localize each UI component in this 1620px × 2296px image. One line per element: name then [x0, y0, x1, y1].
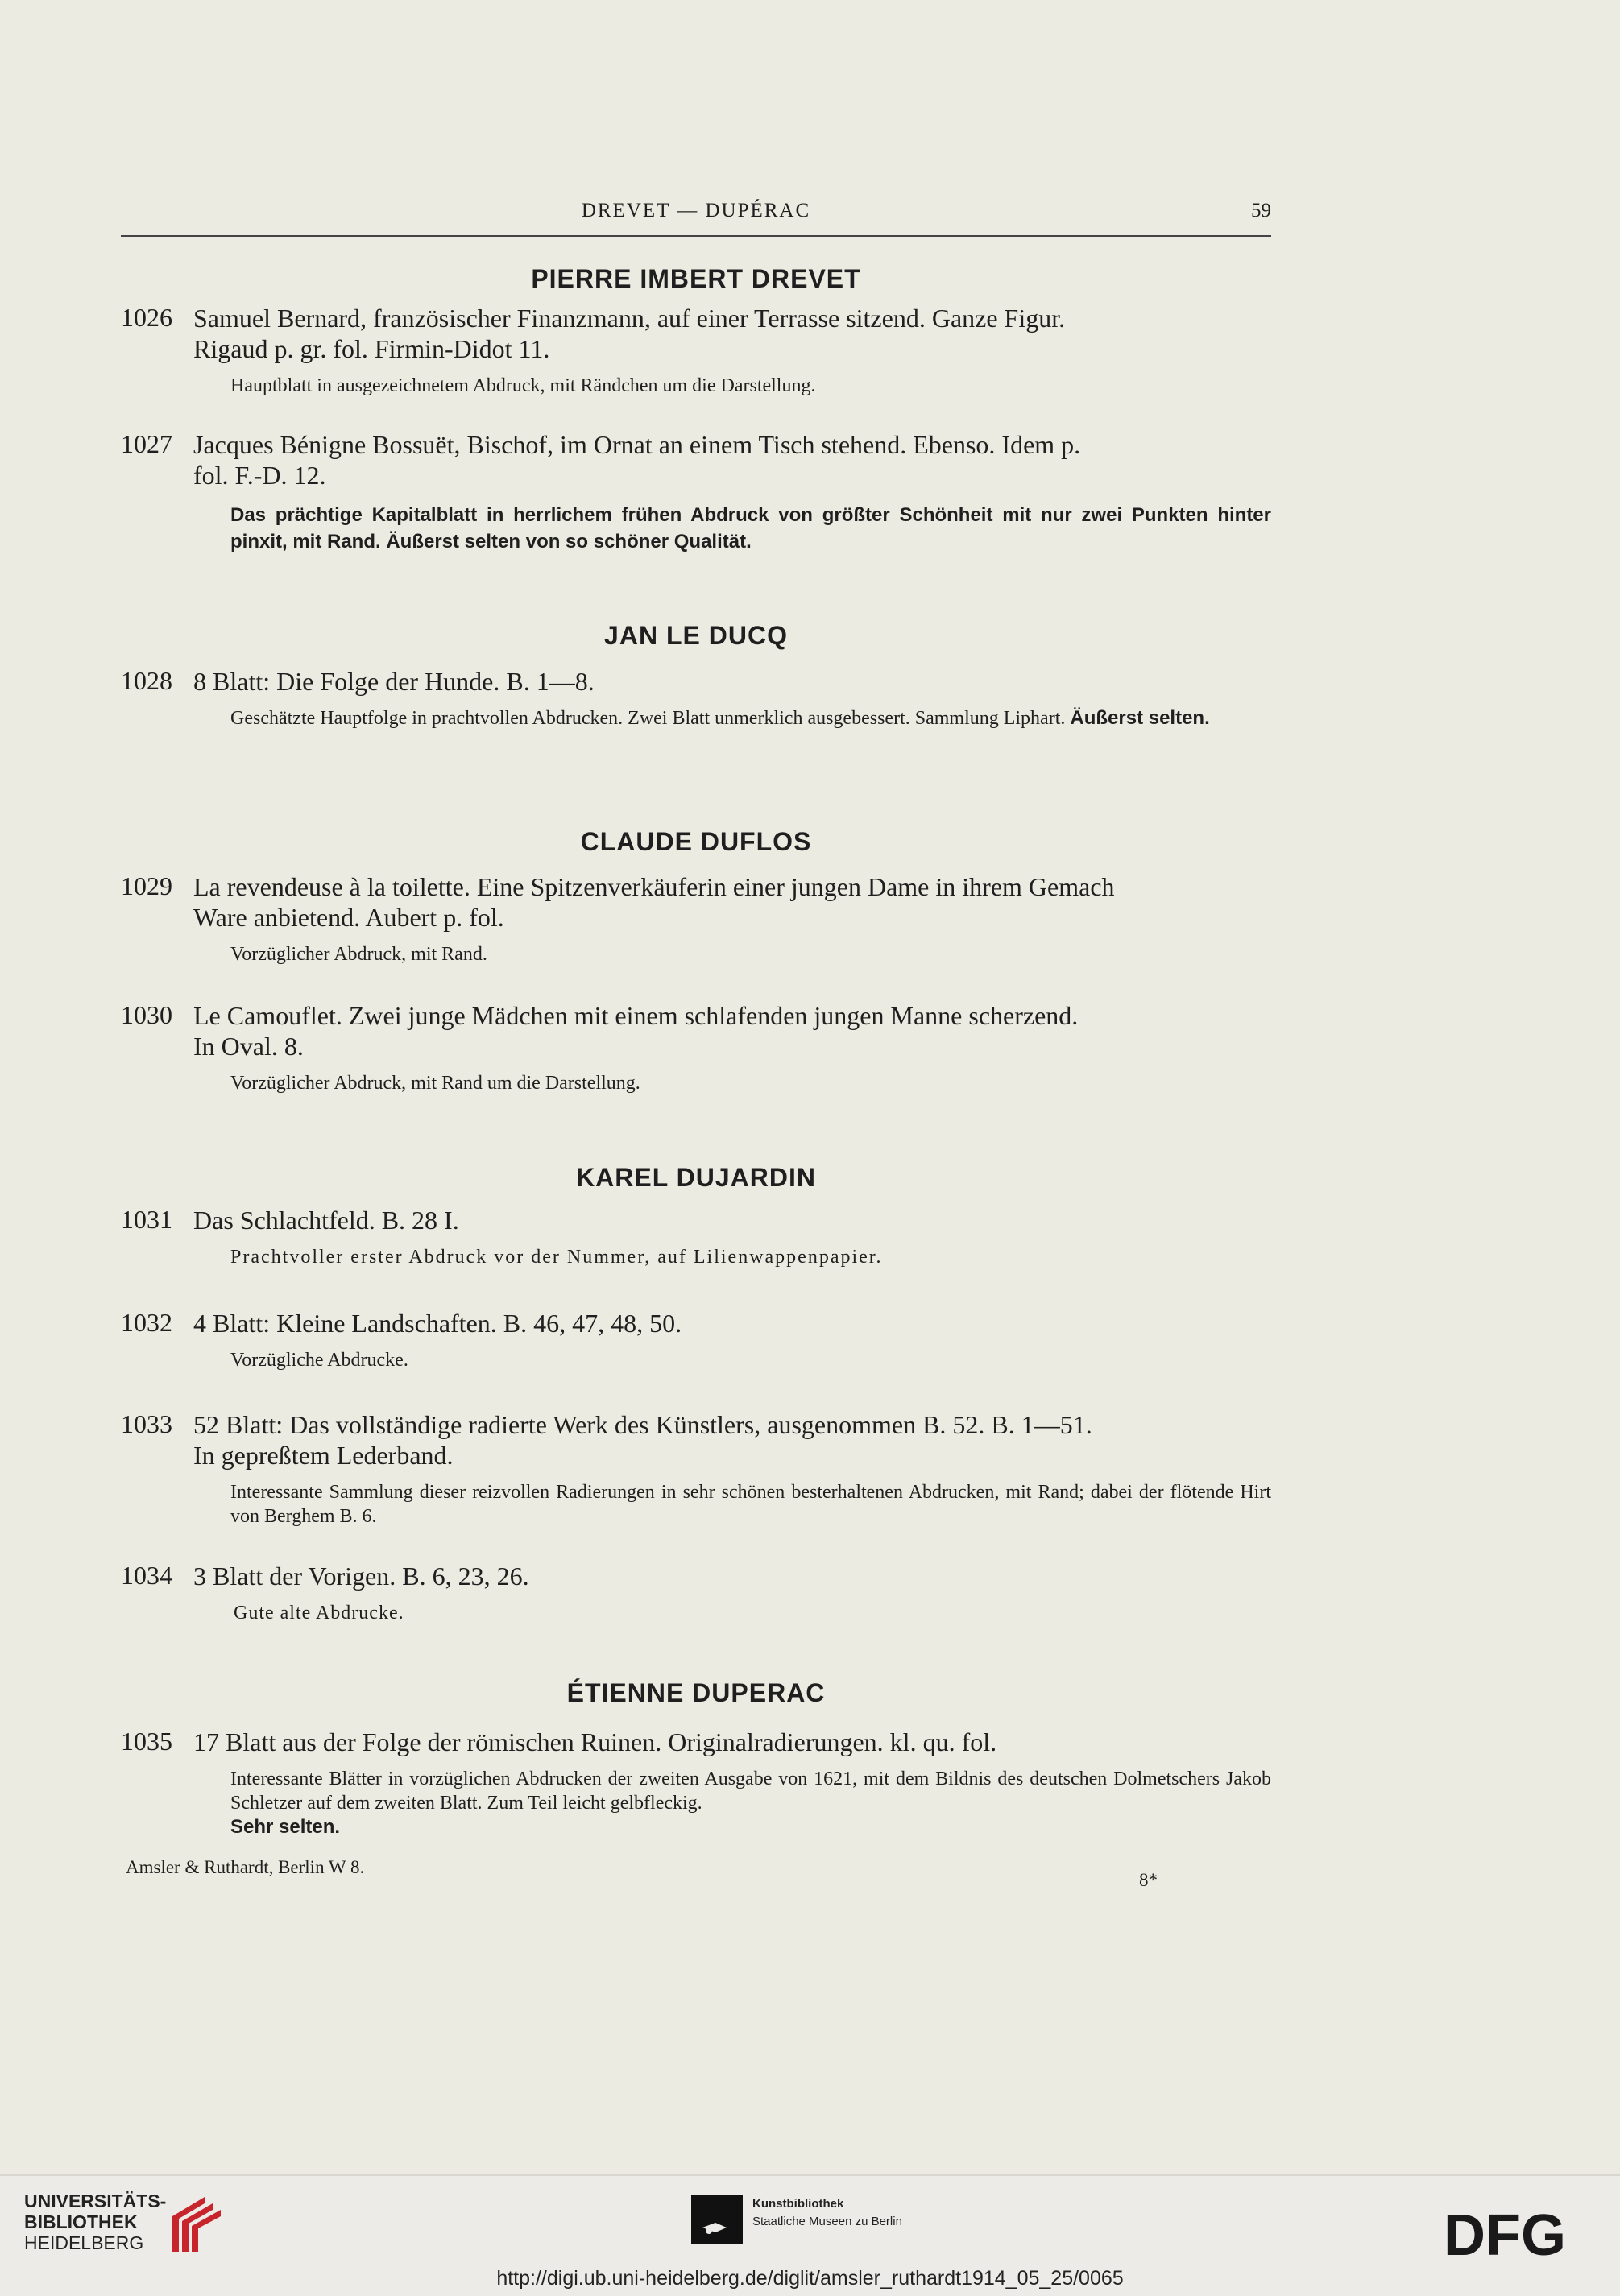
artist-heading: PIERRE IMBERT DREVET — [531, 264, 861, 293]
university-library-logo-icon[interactable] — [164, 2192, 229, 2257]
running-header — [121, 200, 1271, 237]
lot-description-line: Ware anbietend. Aubert p. fol. — [193, 903, 504, 932]
lot-number: 1032 — [121, 1308, 172, 1337]
artist-heading: CLAUDE DUFLOS — [580, 827, 812, 856]
lot-entry — [121, 429, 1271, 555]
artist-heading: JAN LE DUCQ — [604, 621, 788, 650]
lot-description — [193, 1409, 1271, 1471]
lot-note-emphasis: Äußerst selten. — [1070, 707, 1210, 729]
lot-description-line: Samuel Bernard, französischer Finanzmann, auf einer Terrasse sitzend. Ganze Figur. — [193, 304, 1066, 333]
library-name-line: UNIVERSITÄTS- — [24, 2191, 167, 2211]
lot-description-line: Rigaud p. gr. fol. Firmin-Didot 11. — [193, 334, 550, 363]
lot-number: 1029 — [121, 871, 172, 900]
page-number: 59 — [1251, 200, 1271, 221]
lot-number: 1034 — [121, 1561, 172, 1590]
kunstbibliothek-subtitle: Staatliche Museen zu Berlin — [752, 2215, 902, 2228]
dfg-logo-icon[interactable] — [1444, 2208, 1597, 2260]
lot-description — [193, 1561, 1271, 1591]
lot-description-line: 8 Blatt: Die Folge der Hunde. B. 1—8. — [193, 667, 595, 696]
lot-note-text: Geschätzte Hauptfolge in prachtvollen Abdrucken. Zwei Blatt unmerklich ausgebessert. Sammlung Liphart. — [230, 708, 1066, 729]
lot-description-line: fol. F.-D. 12. — [193, 461, 326, 490]
lot-description — [193, 666, 1271, 697]
lot-number: 1031 — [121, 1205, 172, 1234]
lot-entry — [121, 1409, 1271, 1529]
lot-description-line: La revendeuse à la toilette. Eine Spitzenverkäuferin einer jungen Dame in ihrem Gemach — [193, 872, 1115, 901]
lot-description-line: 17 Blatt aus der Folge der römischen Ruinen. Originalradierungen. kl. qu. fol. — [193, 1727, 997, 1756]
lot-entry — [121, 1308, 1271, 1372]
lot-note: Vorzüglicher Abdruck, mit Rand. — [230, 944, 487, 965]
lot-entry — [121, 303, 1271, 398]
lot-note: Prachtvoller erster Abdruck vor der Nummer, auf Lilienwappenpapier. — [230, 1247, 883, 1268]
lot-description — [193, 303, 1271, 364]
lot-number: 1026 — [121, 303, 172, 332]
lot-number: 1028 — [121, 666, 172, 695]
lot-description-line: 52 Blatt: Das vollständige radierte Werk des Künstlers, ausgenommen B. 52. B. 1—51. — [193, 1410, 1092, 1439]
lot-description — [193, 429, 1271, 490]
lot-entry — [121, 1205, 1271, 1269]
lot-description-line: 4 Blatt: Kleine Landschaften. B. 46, 47, 48, 50. — [193, 1309, 682, 1338]
lot-note-text: Interessante Blätter in vorzüglichen Abdrucken der zweiten Ausgabe von 1621, mit dem Bildnis des deutschen Dolmetschers Jakob Schletzer auf dem zweiten Blatt. Zum Teil leicht gelbfleckig. — [230, 1769, 1271, 1814]
lot-note-emphasis: Sehr selten. — [230, 1816, 341, 1838]
artist-heading: ÉTIENNE DUPERAC — [566, 1678, 826, 1707]
lot-entry — [121, 871, 1271, 966]
lot-description-line: Jacques Bénigne Bossuët, Bischof, im Ornat an einem Tisch stehend. Ebenso. Idem p. — [193, 430, 1081, 459]
signature-mark: 8* — [1139, 1870, 1158, 1890]
lot-number: 1035 — [121, 1727, 172, 1756]
lot-number: 1033 — [121, 1409, 172, 1438]
kunstbibliothek-title: Kunstbibliothek — [752, 2197, 844, 2211]
dfg-logo-text: DFG — [1444, 2208, 1566, 2260]
lot-description — [193, 871, 1271, 933]
library-name-line: HEIDELBERG — [24, 2232, 144, 2253]
university-library-name[interactable] — [24, 2191, 166, 2253]
lot-description-line: Das Schlachtfeld. B. 28 I. — [193, 1206, 459, 1235]
lot-entry — [121, 1561, 1271, 1625]
permalink-url[interactable]: http://digi.ub.uni-heidelberg.de/diglit/amsler_ruthardt1914_05_25/0065 — [496, 2267, 1124, 2290]
lot-note: Das prächtige Kapitalblatt in herrlichem frühen Abdruck von größter Schönheit mit nur zwei Punkten hinter pinxit, mit Rand. Äußerst selten von so schöner Qualität. — [230, 504, 1271, 552]
publisher-imprint: Amsler & Ruthardt, Berlin W 8. — [126, 1857, 365, 1877]
lot-description — [193, 1000, 1271, 1061]
lot-entry — [121, 1000, 1271, 1095]
lot-description-line: In Oval. 8. — [193, 1032, 304, 1061]
lot-number: 1030 — [121, 1000, 172, 1029]
lot-note: Vorzügliche Abdrucke. — [230, 1350, 408, 1371]
kunstbibliothek-logo-icon[interactable] — [691, 2195, 743, 2244]
lot-note: Hauptblatt in ausgezeichnetem Abdruck, mit Rändchen um die Darstellung. — [230, 375, 816, 396]
lot-entry — [121, 666, 1271, 730]
lot-description — [193, 1205, 1271, 1235]
running-title: DREVET — DUPÉRAC — [581, 200, 811, 221]
lot-description-line: 3 Blatt der Vorigen. B. 6, 23, 26. — [193, 1562, 529, 1591]
library-name-line: BIBLIOTHEK — [24, 2211, 138, 2232]
lot-note: Vorzüglicher Abdruck, mit Rand um die Darstellung. — [230, 1073, 640, 1094]
kunstbibliothek-name[interactable] — [752, 2195, 902, 2231]
lot-note — [230, 1767, 1271, 1839]
lot-note — [230, 706, 1271, 730]
artist-heading: KAREL DUJARDIN — [576, 1163, 816, 1192]
lot-description-line: In gepreßtem Lederband. — [193, 1441, 454, 1470]
lot-description-line: Le Camouflet. Zwei junge Mädchen mit einem schlafenden jungen Manne scherzend. — [193, 1001, 1079, 1030]
lot-description — [193, 1727, 1271, 1757]
lot-number: 1027 — [121, 429, 172, 458]
lot-note: Interessante Sammlung dieser reizvollen Radierungen in sehr schönen besterhaltenen Abdrucken, mit Rand; dabei der flötende Hirt von Berghem B. 6. — [230, 1482, 1271, 1527]
lot-note: Gute alte Abdrucke. — [234, 1603, 404, 1624]
lot-description — [193, 1308, 1271, 1338]
lot-entry — [121, 1727, 1271, 1839]
